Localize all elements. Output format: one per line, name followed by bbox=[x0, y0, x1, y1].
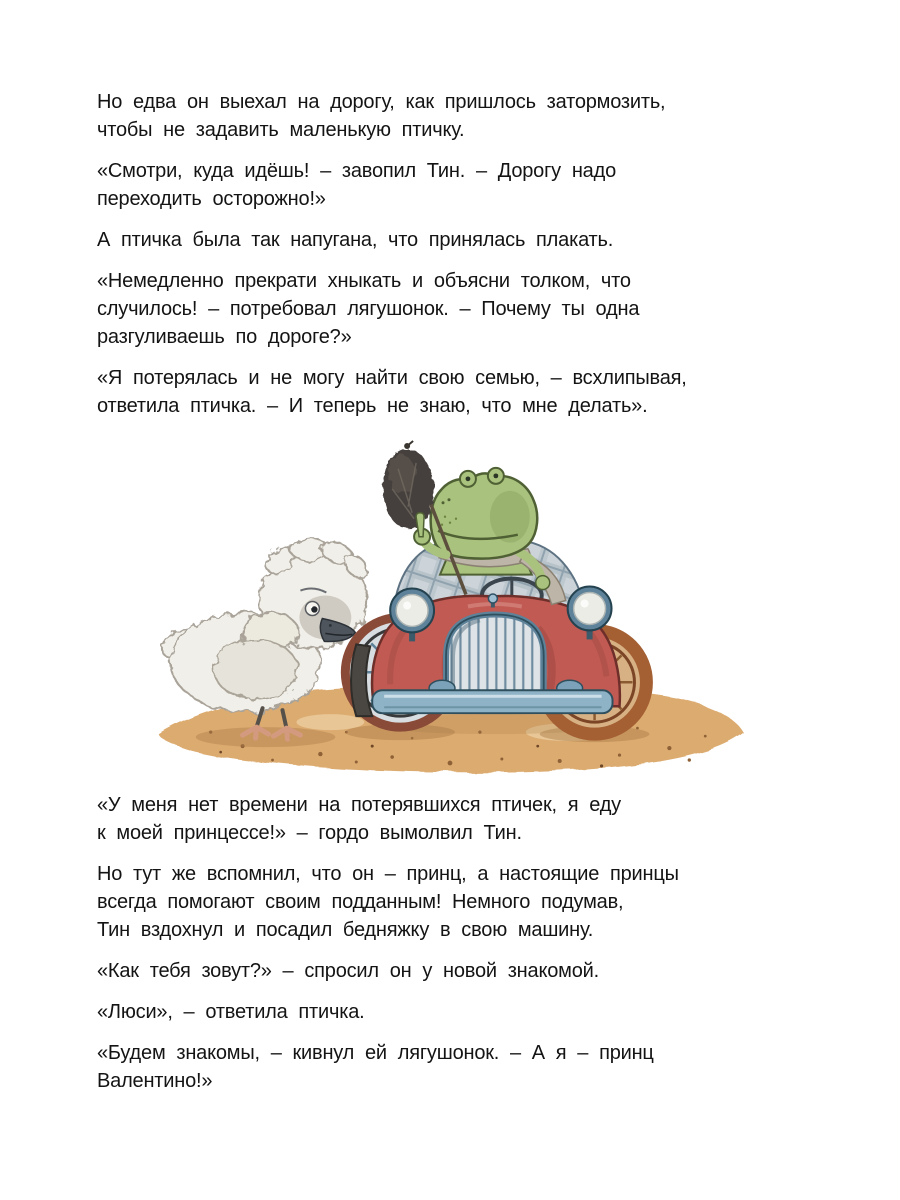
text-line: «У меня нет времени на потерявшихся птичек, я еду bbox=[97, 794, 621, 816]
text-line: «Смотри, куда идёшь! – завопил Тин. – Дорогу надо bbox=[97, 160, 616, 182]
story-paragraph bbox=[97, 88, 842, 144]
story-illustration-svg bbox=[150, 433, 750, 777]
story-paragraph bbox=[97, 791, 842, 847]
story-paragraph bbox=[97, 226, 842, 254]
car-grille bbox=[446, 614, 544, 696]
text-line: Но тут же вспомнил, что он – принц, а настоящие принцы bbox=[97, 863, 679, 885]
story-paragraph bbox=[97, 157, 842, 213]
story-paragraph bbox=[97, 364, 842, 420]
text-line: «Будем знакомы, – кивнул ей лягушонок. – А я – принц bbox=[97, 1042, 654, 1064]
text-line: «Немедленно прекрати хныкать и объясни толком, что bbox=[97, 270, 631, 292]
text-line: Валентино!» bbox=[97, 1070, 213, 1092]
text-line: А птичка была так напугана, что принялась плакать. bbox=[97, 229, 614, 251]
text-line: Но едва он выехал на дорогу, как пришлось затормозить, bbox=[97, 91, 666, 113]
text-line: к моей принцессе!» – гордо вымолвил Тин. bbox=[97, 822, 522, 844]
text-line: «Люси», – ответила птичка. bbox=[97, 1001, 365, 1023]
story-paragraph bbox=[97, 1039, 842, 1095]
story-paragraph bbox=[97, 860, 842, 944]
story-text-top bbox=[97, 88, 842, 420]
story-paragraph bbox=[97, 957, 842, 985]
text-line: «Я потерялась и не могу найти свою семью, – всхлипывая, bbox=[97, 367, 687, 389]
frog-right-hand bbox=[536, 576, 550, 590]
story-illustration bbox=[150, 433, 750, 777]
story-paragraph bbox=[97, 998, 842, 1026]
text-line: «Как тебя зовут?» – спросил он у новой знакомой. bbox=[97, 960, 599, 982]
text-line: всегда помогают своим подданным! Немного подумав, bbox=[97, 891, 624, 913]
story-text-bottom bbox=[97, 791, 842, 1095]
text-line: переходить осторожно!» bbox=[97, 188, 326, 210]
text-line: чтобы не задавить маленькую птичку. bbox=[97, 119, 465, 141]
text-line: ответила птичка. – И теперь не знаю, что мне делать». bbox=[97, 395, 648, 417]
text-line: случилось! – потребовал лягушонок. – Почему ты одна bbox=[97, 298, 640, 320]
text-line: разгуливаешь по дороге?» bbox=[97, 326, 352, 348]
text-line: Тин вздохнул и посадил бедняжку в свою машину. bbox=[97, 919, 594, 941]
story-paragraph bbox=[97, 267, 842, 351]
